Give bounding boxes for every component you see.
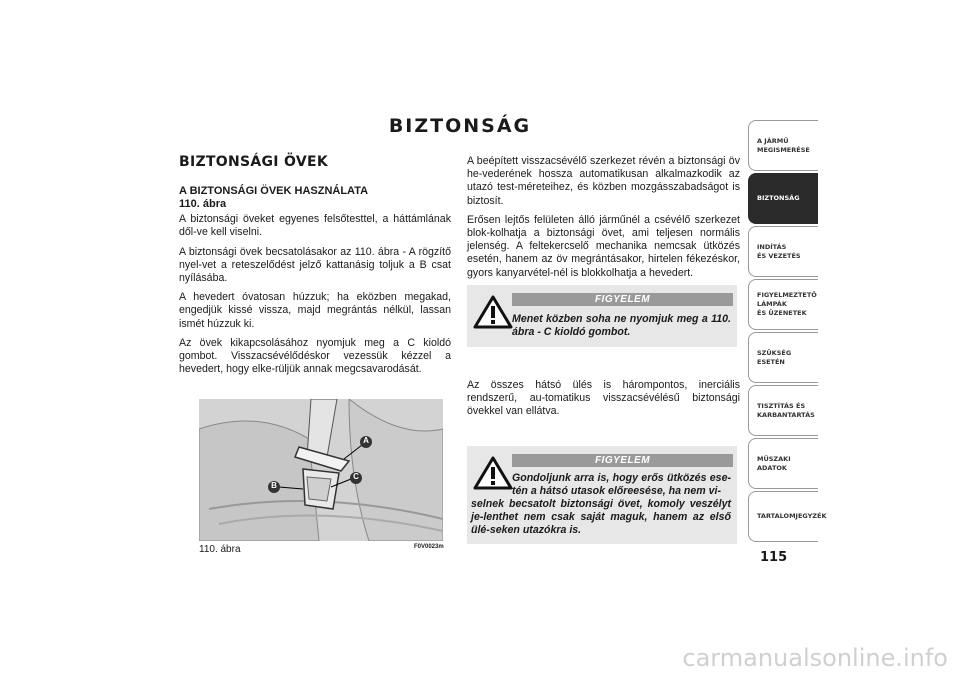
subsection-title: A BIZTONSÁGI ÖVEK HASZNÁLATA — [179, 185, 369, 198]
paragraph: Az összes hátsó ülés is hárompontos, inerciális rendszerű, au-tomatikus visszacsévélésű biztonsági övekkel van ellátva. — [467, 379, 740, 418]
figure-label-a: A — [363, 436, 369, 445]
subsection-ref: 110. ábra — [179, 198, 227, 211]
figure-code: F0V0023m — [414, 544, 444, 550]
warning-triangle-icon — [473, 295, 513, 329]
page-title: BIZTONSÁG — [388, 115, 532, 137]
tab-warning-lights[interactable]: FIGYELMEZTETŐ LÁMPÁK ÉS ÜZENETEK — [748, 279, 818, 330]
paragraph: Az övek kikapcsolásához nyomjuk meg a C kioldó gombot. Visszacsévélődéskor vezessük kézzel a hevedert, hogy elke-rüljük annak megcsavarodását. — [179, 336, 451, 376]
paragraph: A biztonsági öveket egyenes felsőtesttel, a háttámlának dől-ve kell viselni. — [179, 213, 451, 239]
paragraph: A biztonsági övek becsatolásakor az 110. ábra - A rögzítő nyel-vet a reteszelődést jelző kattanásig toljuk a B csat nyílásába. — [179, 245, 451, 285]
figure-label-b: B — [271, 481, 277, 490]
warning-box-2 — [467, 446, 737, 544]
figure-label-c: C — [353, 472, 359, 481]
warning-text: Menet közben soha ne nyomjuk meg a 110. ábra - C kioldó gombot. — [512, 313, 731, 338]
tab-starting-driving[interactable]: INDÍTÁS ÉS VEZETÉS — [748, 226, 818, 277]
tab-index[interactable]: TARTALOMJEGYZÉK — [748, 491, 818, 542]
page-number: 115 — [760, 550, 788, 565]
warning-triangle-icon — [473, 456, 513, 490]
warning-text-lead: Gondoljunk arra is, hogy erős ütközés ese-tén a hátsó utasok előreesése, ha nem vi- — [512, 472, 731, 497]
seatbelt-figure — [199, 399, 443, 541]
warning-box — [467, 285, 737, 347]
seatbelt-illustration — [199, 399, 443, 541]
paragraph: A hevedert óvatosan húzzuk; ha eközben megakad, engedjük kissé vissza, majd megrántás nélkül, lassan ismét húzzuk ki. — [179, 291, 451, 330]
watermark: carmanualsonline.info — [682, 644, 948, 672]
figure-caption: 110. ábra — [199, 544, 241, 555]
right-column — [467, 155, 740, 286]
tab-technical-data[interactable]: MŰSZAKI ADATOK — [748, 438, 818, 489]
tab-maintenance[interactable]: TISZTÍTÁS ÉS KARBANTARTÁS — [748, 385, 818, 436]
warning-heading: FIGYELEM — [512, 454, 733, 467]
paragraph: A beépített visszacsévélő szerkezet révén a biztonsági öv he-vederének hossza automatikusan alkalmazkodik az utazó test-méreteihez, és közben mozgásszabadságot is biztosít. — [467, 155, 740, 207]
section-title: BIZTONSÁGI ÖVEK — [179, 154, 328, 170]
tab-emergency[interactable]: SZÜKSÉG ESETÉN — [748, 332, 818, 383]
warning-text-rest: selnek becsatolt biztonsági övet, komoly veszélyt je-lenthet nem csak saját maguk, hanem az első ülé-seken utazókra is. — [471, 498, 731, 536]
tab-safety[interactable]: BIZTONSÁG — [748, 173, 818, 224]
tab-vehicle-intro[interactable]: A JÁRMŰ MEGISMERÉSE — [748, 120, 818, 171]
middle-text — [467, 379, 740, 425]
paragraph: Erősen lejtős felületen álló járműnél a csévélő szerkezet blok-kolhatja a biztonsági övet, ami teljesen normális jelenség. A feltekercselő mechanika nemcsak ütközés esetén, hanem az öv megrántásakor, hirtelen fékezéskor, gyors kanyarvétel-nél is blokkolhatja a hevedert. — [467, 213, 740, 279]
warning-heading: FIGYELEM — [512, 293, 733, 306]
left-column — [179, 150, 451, 382]
